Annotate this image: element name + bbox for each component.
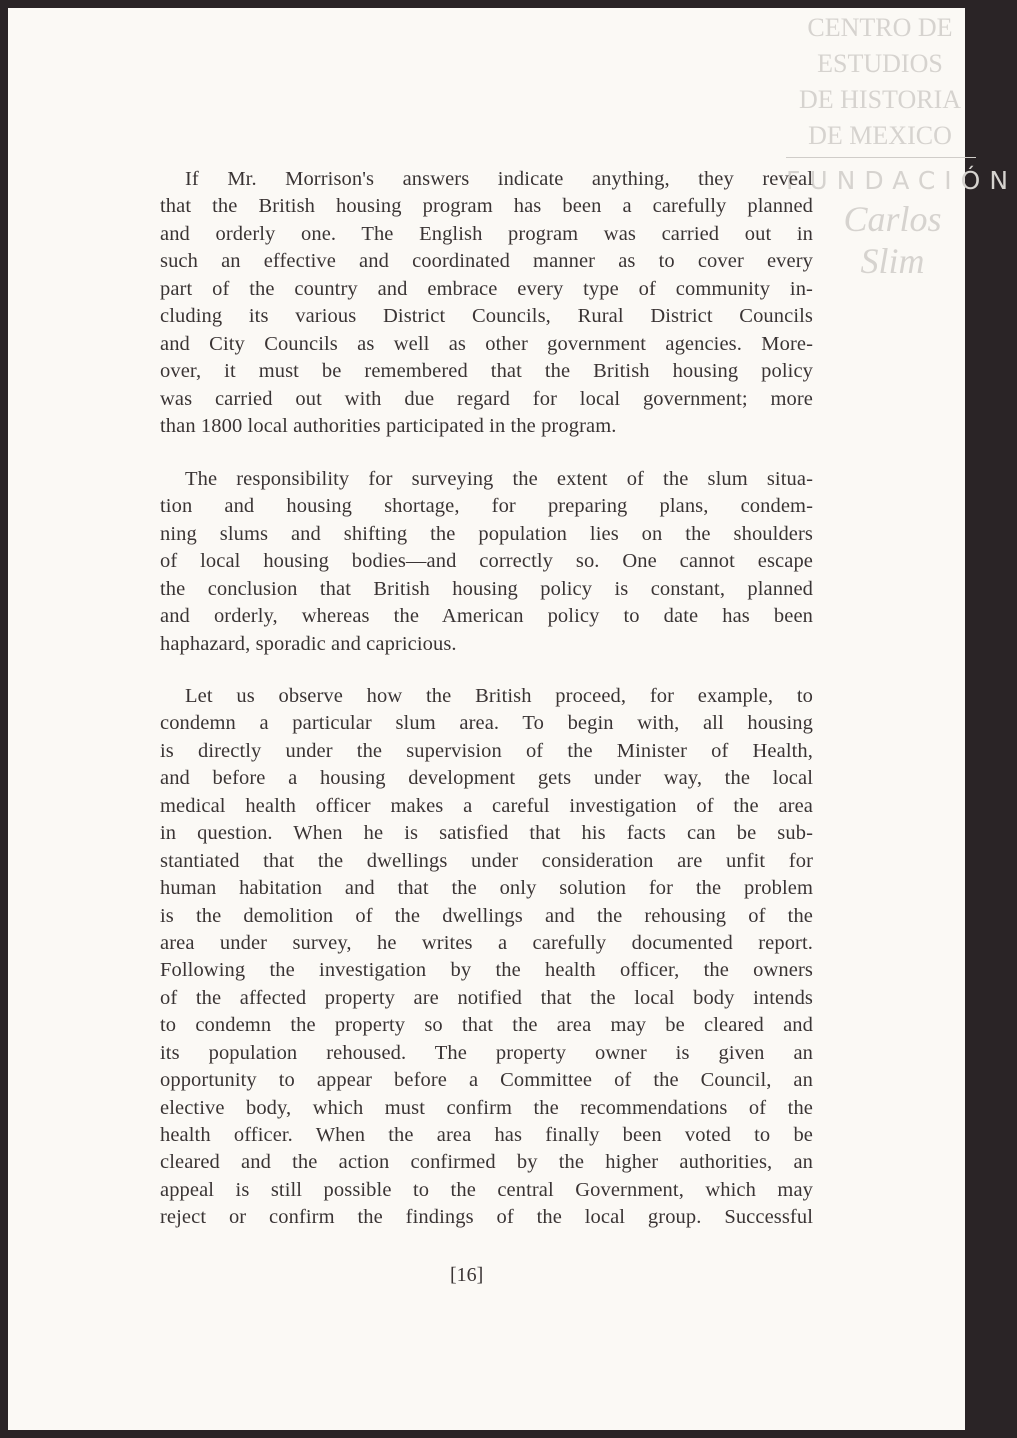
watermark-line: DE HISTORIA: [798, 85, 962, 114]
text-line: appeal is still possible to the central Government, which may: [160, 1178, 813, 1201]
text-line: and orderly, whereas the American policy to date has been: [160, 605, 813, 628]
page-number: [16]: [450, 1264, 484, 1286]
watermark-foundation: FUNDACIÓN: [786, 166, 1017, 195]
text-line: and City Councils as well as other government agencies. More-: [160, 332, 813, 355]
text-line: ning slums and shifting the population lies on the shoulders: [160, 522, 813, 545]
paragraph-2: [160, 466, 813, 658]
text-line: medical health officer makes a careful investigation of the area: [160, 794, 813, 817]
text-line: than 1800 local authorities participated in the program.: [160, 414, 617, 437]
text-line: cleared and the action confirmed by the higher authorities, an: [160, 1151, 813, 1174]
paragraph-3: [160, 683, 813, 1232]
watermark-line: CENTRO DE: [807, 13, 953, 42]
text-line: Following the investigation by the health officer, the owners: [160, 959, 813, 982]
text-line: and orderly one. The English program was carried out in: [160, 222, 813, 245]
watermark-institution: [780, 10, 980, 154]
paragraph-1: [160, 166, 813, 440]
text-line: and before a housing development gets under way, the local: [160, 767, 813, 790]
text-line: condemn a particular slum area. To begin with, all housing: [160, 712, 813, 735]
text-line: area under survey, he writes a carefully documented report.: [160, 931, 813, 954]
text-line: was carried out with due regard for local government; more: [160, 387, 813, 410]
text-line: tion and housing shortage, for preparing plans, condem-: [160, 495, 813, 518]
watermark-divider: [786, 157, 976, 158]
document-page: [8, 8, 1017, 1430]
text-line: the conclusion that British housing policy is constant, planned: [160, 577, 813, 600]
watermark-line: ESTUDIOS: [817, 49, 943, 78]
text-line: part of the country and embrace every type of community in-: [160, 277, 813, 300]
text-line: stantiated that the dwellings under consideration are unfit for: [160, 849, 813, 872]
text-line: that the British housing program has been a carefully planned: [160, 195, 813, 218]
text-line: to condemn the property so that the area may be cleared and: [160, 1014, 813, 1037]
text-line: haphazard, sporadic and capricious.: [160, 632, 457, 655]
text-line: is directly under the supervision of the Minister of Health,: [160, 739, 813, 762]
text-line: its population rehoused. The property owner is given an: [160, 1041, 813, 1064]
text-line: is the demolition of the dwellings and the rehousing of the: [160, 904, 813, 927]
text-line: health officer. When the area has finally been voted to be: [160, 1124, 813, 1146]
text-line: opportunity to appear before a Committee of the Council, an: [160, 1069, 813, 1092]
text-line: in question. When he is satisfied that his facts can be sub-: [160, 822, 813, 845]
text-line: If Mr. Morrison's answers indicate anything, they reveal: [185, 168, 813, 190]
text-line: human habitation and that the only solution for the problem: [160, 877, 813, 900]
watermark-line: DE MEXICO: [808, 121, 952, 150]
text-line: cluding its various District Councils, Rural District Councils: [160, 305, 813, 328]
text-line: elective body, which must confirm the recommendations of the: [160, 1096, 813, 1119]
text-line: reject or confirm the findings of the local group. Successful: [160, 1206, 813, 1229]
watermark-signature: Carlos Slim: [843, 199, 942, 281]
text-line: The responsibility for surveying the extent of the slum situa-: [185, 468, 813, 490]
text-line: of local housing bodies—and correctly so. One cannot escape: [160, 550, 813, 573]
text-line: over, it must be remembered that the British housing policy: [160, 360, 813, 383]
text-line: such an effective and coordinated manner as to cover every: [160, 250, 813, 273]
text-line: Let us observe how the British proceed, for example, to: [185, 685, 813, 707]
text-line: of the affected property are notified that the local body intends: [160, 986, 813, 1009]
